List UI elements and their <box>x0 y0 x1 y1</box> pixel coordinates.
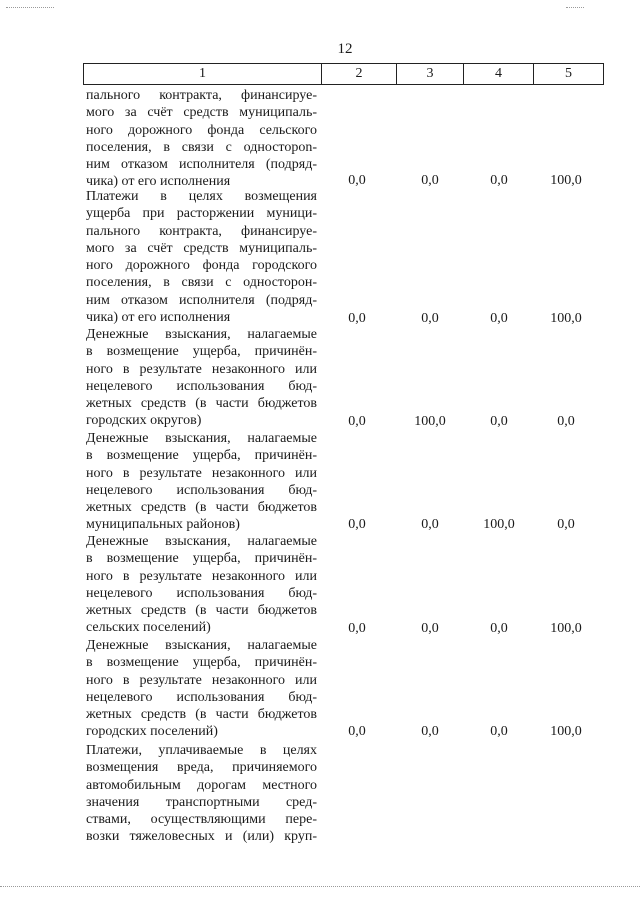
description-line: ного в результате незаконного или <box>86 568 317 584</box>
value-col-3: 0,0 <box>421 724 439 739</box>
description-line: ного в результате незаконного или <box>86 361 317 377</box>
row-description <box>86 533 317 637</box>
description-line: нецелевого использования бюд- <box>86 585 317 601</box>
value-col-4: 0,0 <box>490 621 508 636</box>
description-line: возмещения вреда, причиняемого <box>86 760 317 776</box>
description-line: нецелевого использования бюд- <box>86 378 317 394</box>
scan-edge-mark <box>6 7 54 8</box>
description-line: поселения, в связи с одностороn- <box>86 139 317 155</box>
value-col-2: 0,0 <box>348 724 366 739</box>
value-col-3: 0,0 <box>421 173 439 188</box>
value-col-2: 0,0 <box>348 414 366 429</box>
description-line: жетных средств (в части бюджетов <box>86 603 317 619</box>
description-line: ним отказом исполнителя (подряд- <box>86 157 317 173</box>
description-line: городских поселений) <box>86 724 218 740</box>
column-header-row <box>83 63 604 85</box>
row-description <box>86 430 317 534</box>
description-line: Денежные взыскания, налагаемые <box>86 534 317 549</box>
description-line: значения транспортными сред- <box>86 794 317 810</box>
description-line: жетных средств (в части бюджетов <box>86 707 317 723</box>
description-line: в возмещение ущерба, причинён- <box>86 551 317 567</box>
description-line: муниципальных районов) <box>86 517 240 533</box>
description-line: автомобильным дорогам местного <box>86 777 317 793</box>
value-col-2: 0,0 <box>348 173 366 188</box>
description-line: в возмещение ущерба, причинён- <box>86 344 317 360</box>
description-line: в возмещение ущерба, причинён- <box>86 655 317 671</box>
value-col-3: 0,0 <box>421 517 439 532</box>
description-line: в возмещение ущерба, причинён- <box>86 448 317 464</box>
description-line: чика) от его исполнения <box>86 310 231 326</box>
description-line: ствами, осуществляющими пере- <box>86 812 317 828</box>
row-description <box>86 637 317 741</box>
description-line: городских округов) <box>86 413 202 429</box>
header-cell-2: 2 <box>322 64 397 85</box>
row-description <box>86 188 317 326</box>
description-line: мого за счёт средств муниципаль- <box>86 105 317 121</box>
description-line: Денежные взыскания, налагаемые <box>86 327 317 342</box>
header-cell-1: 1 <box>84 64 322 85</box>
value-col-5: 0,0 <box>557 414 575 429</box>
value-col-5: 100,0 <box>550 173 582 188</box>
description-line: пального контракта, финансируе- <box>86 88 317 103</box>
value-col-4: 0,0 <box>490 724 508 739</box>
row-description <box>86 742 317 846</box>
value-col-4: 0,0 <box>490 311 508 326</box>
row-description <box>86 326 317 430</box>
value-col-4: 100,0 <box>483 517 515 532</box>
value-col-5: 100,0 <box>550 311 582 326</box>
description-line: чика) от его исполнения <box>86 174 231 190</box>
description-line: пального контракта, финансируе- <box>86 223 317 239</box>
description-line: Денежные взыскания, налагаемые <box>86 431 317 446</box>
description-line: жетных средств (в части бюджетов <box>86 396 317 412</box>
description-line: сельских поселений) <box>86 620 211 636</box>
value-col-4: 0,0 <box>490 173 508 188</box>
value-col-3: 100,0 <box>414 414 446 429</box>
value-col-2: 0,0 <box>348 517 366 532</box>
page-number: 12 <box>337 41 353 57</box>
description-line: ного в результате незаконного или <box>86 465 317 481</box>
value-col-2: 0,0 <box>348 621 366 636</box>
description-line: нецелевого использования бюд- <box>86 689 317 705</box>
value-col-5: 100,0 <box>550 621 582 636</box>
description-line: поселения, в связи с односторон- <box>86 275 317 291</box>
description-line: ного дорожного фонда сельского <box>86 122 317 138</box>
value-col-5: 100,0 <box>550 724 582 739</box>
value-col-2: 0,0 <box>348 311 366 326</box>
value-col-3: 0,0 <box>421 621 439 636</box>
scan-edge-mark <box>566 7 584 8</box>
description-line: мого за счёт средств муниципаль- <box>86 240 317 256</box>
scan-bottom-edge <box>0 886 640 887</box>
description-line: Денежные взыскания, налагаемые <box>86 638 317 653</box>
header-cell-4: 4 <box>464 64 534 85</box>
description-line: нецелевого использования бюд- <box>86 482 317 498</box>
header-cell-3: 3 <box>397 64 464 85</box>
description-line: Платежи в целях возмещения <box>86 189 317 204</box>
description-line: возки тяжеловесных и (или) круп- <box>86 829 317 845</box>
description-line: Платежи, уплачиваемые в целях <box>86 743 317 758</box>
description-line: ущерба при расторжении муници- <box>86 206 317 222</box>
header-cell-5: 5 <box>534 64 604 85</box>
description-line: ного в результате незаконного или <box>86 672 317 688</box>
value-col-4: 0,0 <box>490 414 508 429</box>
description-line: ним отказом исполнителя (подряд- <box>86 292 317 308</box>
value-col-5: 0,0 <box>557 517 575 532</box>
description-line: ного дорожного фонда городского <box>86 258 317 274</box>
row-description <box>86 87 317 191</box>
value-col-3: 0,0 <box>421 311 439 326</box>
description-line: жетных средств (в части бюджетов <box>86 500 317 516</box>
